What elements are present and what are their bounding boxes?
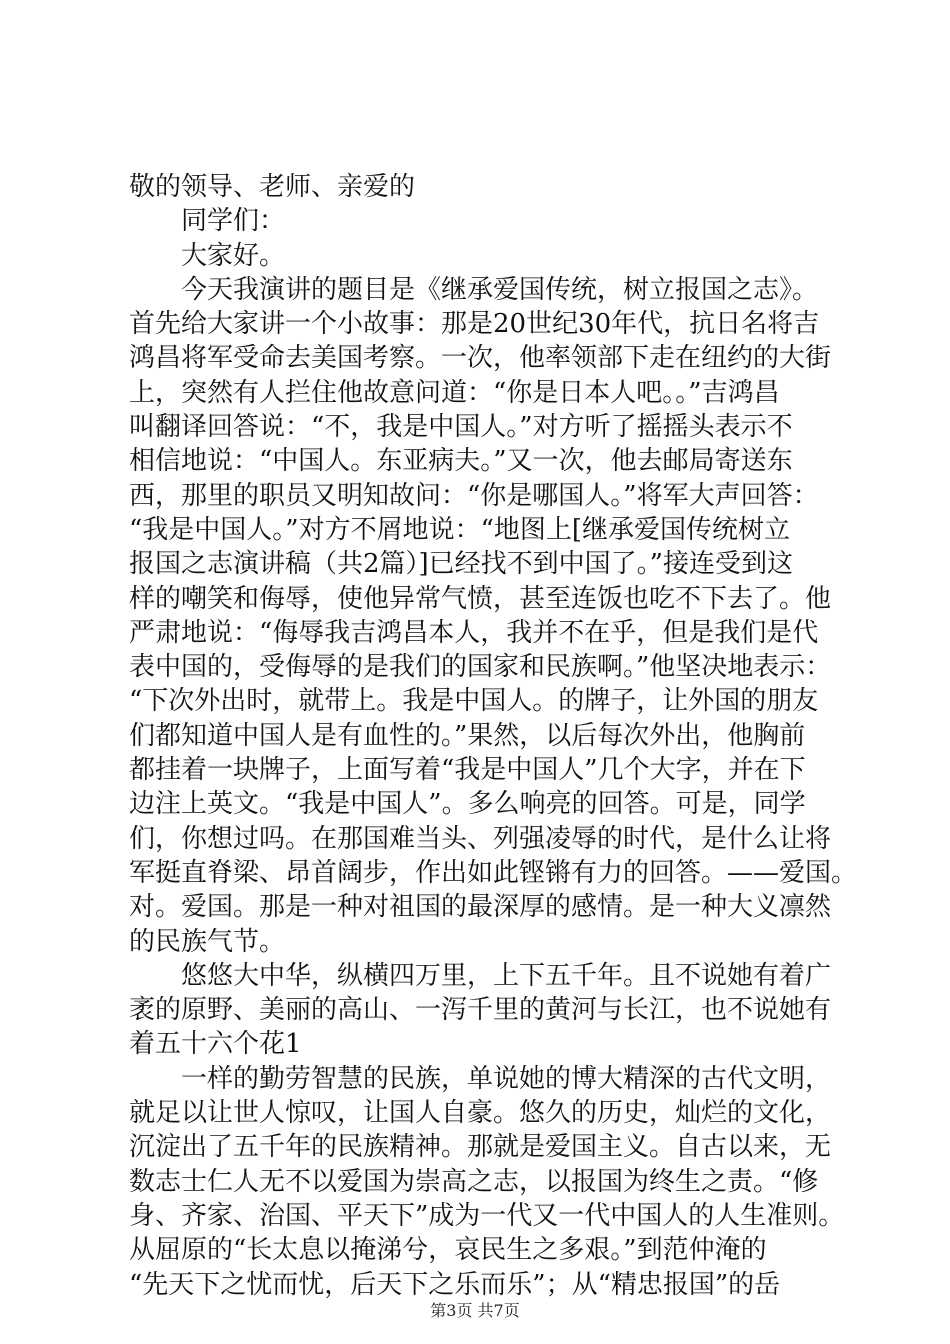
- page-footer: 第3页 共7页: [430, 1301, 520, 1320]
- text-line: “我是中国人。”对方不屑地说：“地图上[继承爱国传统树立: [129, 514, 791, 545]
- text-line: 同学们：: [181, 206, 286, 237]
- text-line: 的民族气节。: [129, 926, 286, 957]
- text-line: 袤的原野、美丽的高山、一泻千里的黄河与长江，也不说她有: [129, 995, 832, 1026]
- text-line: 相信地说：“中国人。东亚病夫。”又一次，他去邮局寄送东: [129, 446, 793, 477]
- text-line: 样的嘲笑和侮辱，使他异常气愤，甚至连饭也吃不下去了。他: [129, 583, 832, 614]
- text-line: “下次外出时，就带上。我是中国人。的牌子，让外国的朋友: [129, 686, 819, 717]
- text-line: “先天下之忧而忧，后天下之乐而乐”；从“精忠报国”的岳: [129, 1269, 781, 1300]
- text-line: 报国之志演讲稿（共2篇）]已经找不到中国了。”接连受到这: [129, 549, 793, 580]
- text-line: 表中国的，受侮辱的是我们的国家和民族啊。”他坚决地表示：: [129, 652, 832, 683]
- text-line: 一样的勤劳智慧的民族，单说她的博大精深的古代文明，: [181, 1063, 832, 1094]
- text-line: 就足以让世人惊叹，让国人自豪。悠久的历史，灿烂的文化，: [129, 1098, 832, 1129]
- text-line: 从屈原的“长太息以掩涕兮，哀民生之多艰。”到范仲淹的: [129, 1235, 767, 1266]
- text-line: 敬的领导、老师、亲爱的: [129, 172, 416, 202]
- text-line: 们都知道中国人是有血性的。”果然，以后每次外出，他胸前: [129, 720, 806, 751]
- text-line: 鸿昌将军受命去美国考察。一次，他率领部下走在纽约的大街: [129, 343, 832, 374]
- text-line: 西，那里的职员又明知故问：“你是哪国人。”将军大声回答：: [129, 480, 819, 511]
- text-line: 上，突然有人拦住他故意问道：“你是日本人吧。。”吉鸿昌: [129, 377, 780, 408]
- text-line: 着五十六个花1: [129, 1029, 302, 1060]
- text-line: 们，你想过吗。在那国难当头、列强凌辱的时代，是什么让将: [129, 823, 832, 854]
- text-line: 今天我演讲的题目是《继承爱国传统，树立报国之志》。: [181, 274, 819, 305]
- text-line: 对。爱国。那是一种对祖国的最深厚的感情。是一种大义凛然: [129, 892, 832, 923]
- document-body: [129, 170, 858, 1302]
- text-line: 身、齐家、治国、平天下”成为一代又一代中国人的人生准则。: [129, 1200, 845, 1231]
- text-line: 边注上英文。“我是中国人”。多么响亮的回答。可是，同学: [129, 789, 806, 820]
- text-line: 首先给大家讲一个小故事：那是20世纪30年代，抗日名将吉: [129, 309, 820, 340]
- text-line: 叫翻译回答说：“不，我是中国人。”对方听了摇摇头表示不: [129, 412, 793, 443]
- text-line: 沉淀出了五千年的民族精神。那就是爱国主义。自古以来，无: [129, 1132, 832, 1163]
- text-line: 严肃地说：“侮辱我吉鸿昌本人，我并不在乎，但是我们是代: [129, 617, 819, 648]
- text-line: 都挂着一块牌子，上面写着“我是中国人”几个大字，并在下: [129, 755, 806, 786]
- text-line: 大家好。: [181, 240, 286, 271]
- text-line: 军挺直脊梁、昂首阔步，作出如此铿锵有力的回答。——爱国。: [129, 857, 858, 888]
- text-line: 悠悠大中华，纵横四万里，上下五千年。且不说她有着广: [181, 960, 832, 991]
- text-line: 数志士仁人无不以爱国为崇高之志，以报国为终生之责。“修: [129, 1166, 819, 1197]
